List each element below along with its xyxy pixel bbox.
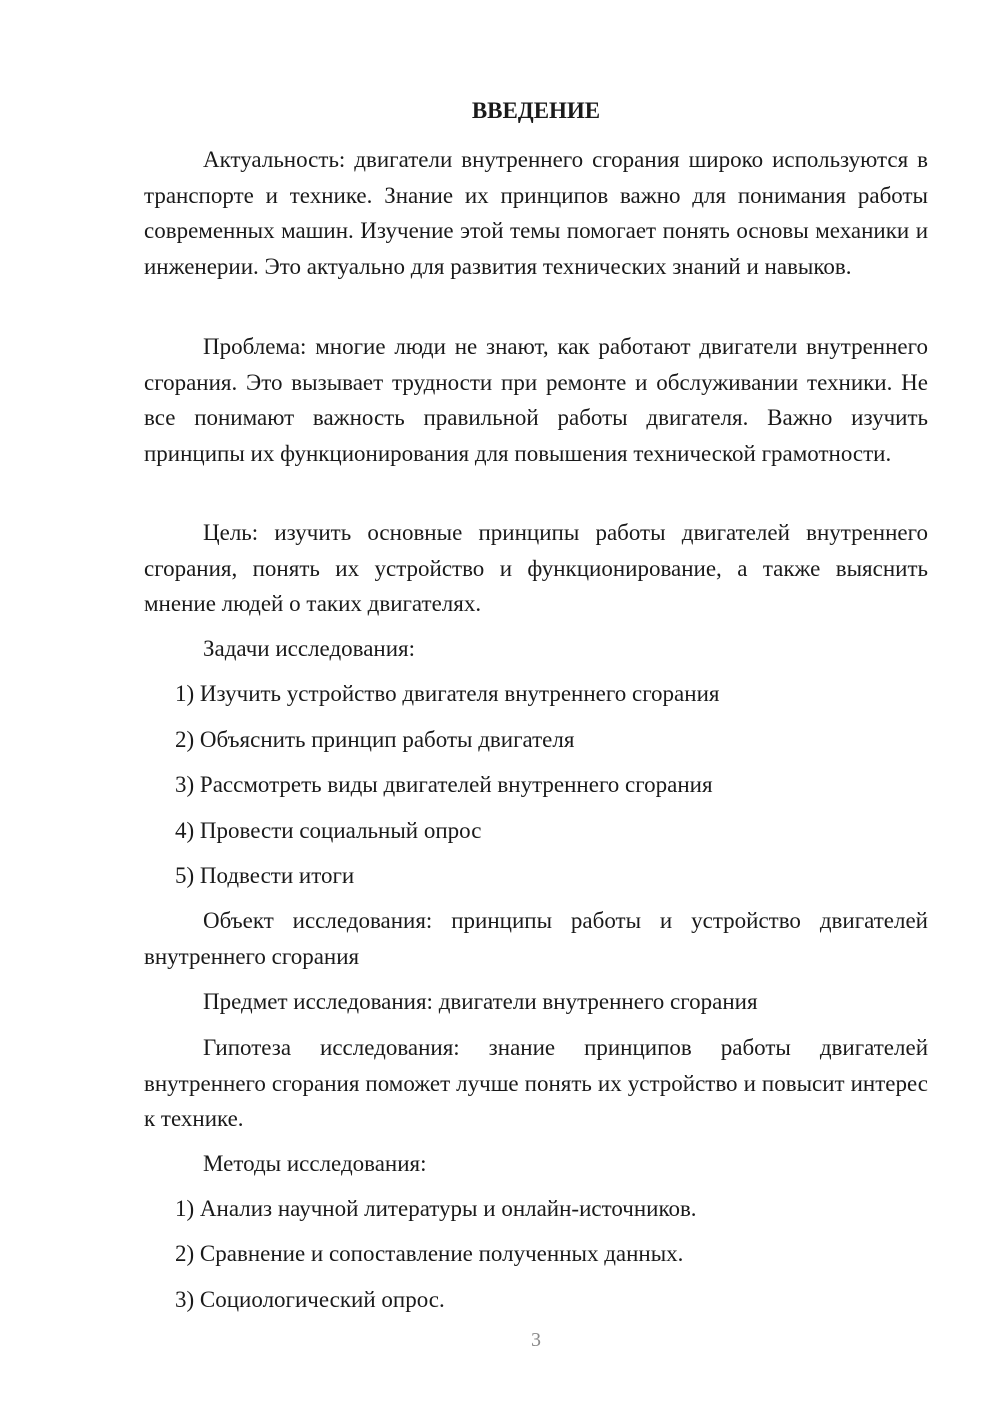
task-item: 5) Подвести итоги	[175, 863, 355, 888]
page-number: 3	[531, 1329, 541, 1351]
method-item: 1) Анализ научной литературы и онлайн-источников.	[175, 1196, 697, 1221]
methods-heading: Методы исследования:	[203, 1151, 427, 1176]
task-item: 4) Провести социальный опрос	[175, 818, 482, 843]
method-item: 2) Сравнение и сопоставление полученных данных.	[175, 1241, 684, 1266]
task-item: 2) Объяснить принцип работы двигателя	[175, 727, 575, 752]
object-paragraph: Объект исследования: принципы работы и устройство двигателей внутреннего сгорания	[144, 908, 928, 969]
task-item: 1) Изучить устройство двигателя внутреннего сгорания	[175, 681, 720, 706]
relevance-paragraph: Актуальность: двигатели внутреннего сгорания широко используются в транспорте и технике. Знание их принципов важно для понимания работы современных машин. Изучение этой темы помогает понять основы механики и инженерии. Это актуально для развития технических знаний и навыков.	[144, 147, 928, 279]
problem-paragraph: Проблема: многие люди не знают, как работают двигатели внутреннего сгорания. Это вызывает трудности при ремонте и обслуживании техники. Не все понимают важность правильной работы двигателя. Важно изучить принципы их функционирования для повышения технической грамотности.	[144, 334, 928, 466]
task-item: 3) Рассмотреть виды двигателей внутреннего сгорания	[175, 772, 713, 797]
method-item: 3) Социологический опрос.	[175, 1287, 445, 1312]
hypothesis-paragraph: Гипотеза исследования: знание принципов работы двигателей внутреннего сгорания поможет лучше понять их устройство и повысит интерес к технике.	[144, 1035, 928, 1131]
section-title: ВВЕДЕНИЕ	[471, 98, 601, 123]
subject-paragraph: Предмет исследования: двигатели внутреннего сгорания	[203, 989, 758, 1014]
goal-paragraph: Цель: изучить основные принципы работы двигателей внутреннего сгорания, понять их устройство и функционирование, а также выяснить мнение людей о таких двигателях.	[144, 520, 928, 616]
tasks-heading: Задачи исследования:	[203, 636, 416, 661]
